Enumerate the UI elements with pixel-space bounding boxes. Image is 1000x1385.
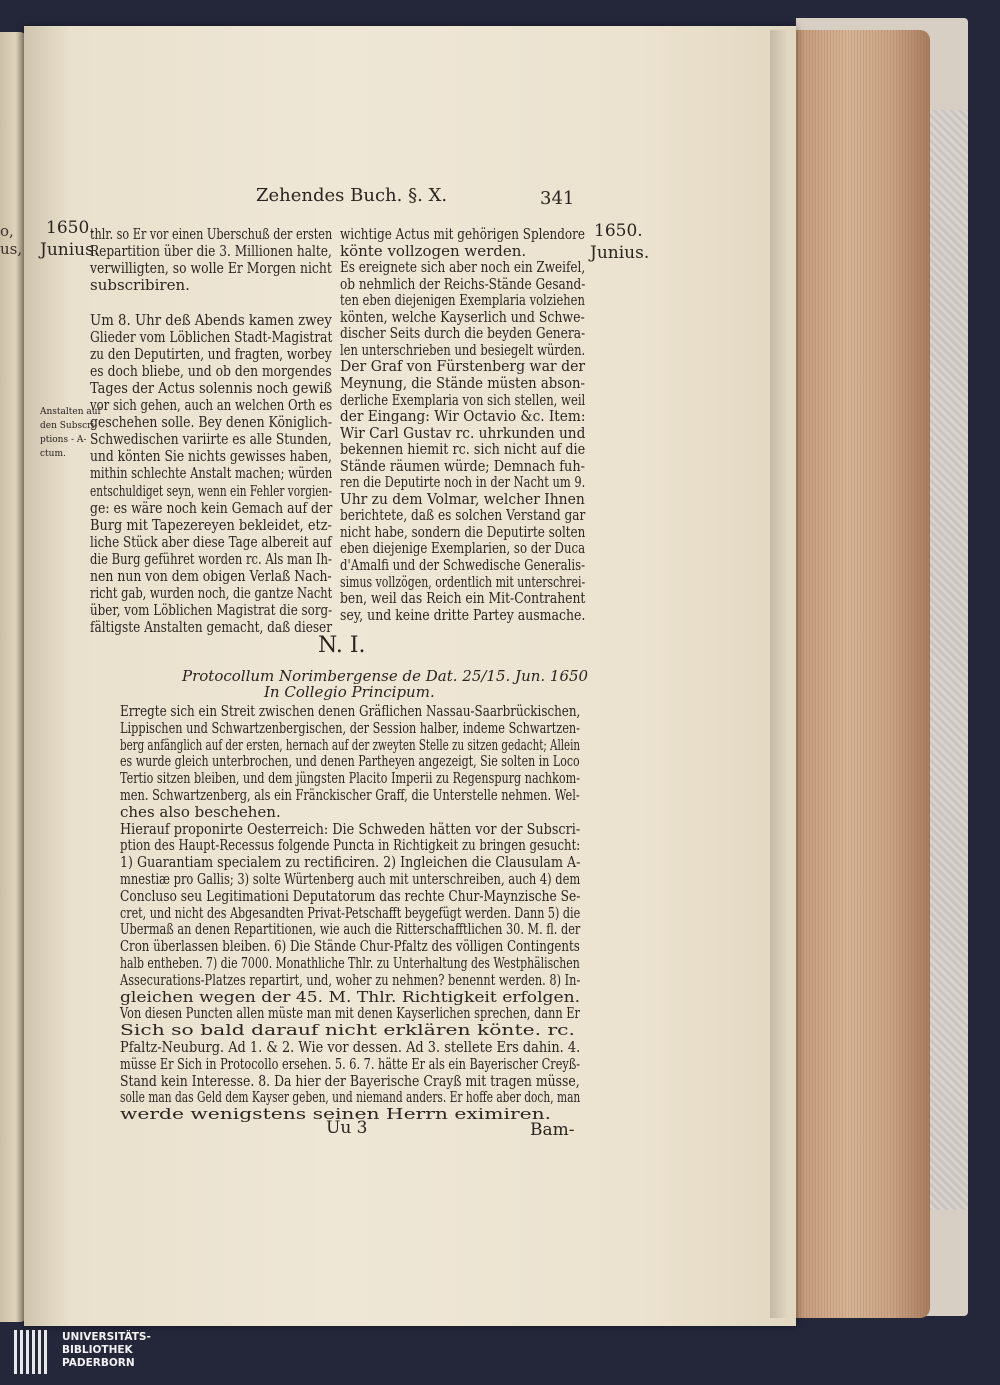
text-line: müsse Er Sich in Protocollo ersehen. 5. 6. 7. hätte Er als ein Bayerischer Creyß- [120, 1054, 581, 1073]
text-line: ption des Haupt-Recessus folgende Puncta in Richtigkeit zu bringen gesucht: [120, 836, 581, 855]
text-line: Tertio sitzen bleiben, und dem jüngsten Placito Imperii zu Regenspurg nachkom- [120, 769, 580, 788]
text-line: über, vom Löblichen Magistrat die sorg- [90, 601, 333, 620]
text-line: eben diejenige Exemplarien, so der Duca [340, 539, 586, 558]
signature-mark: Uu 3 [326, 1118, 368, 1138]
margin-note-line: ctum. [40, 449, 66, 459]
text-line: bekennen hiemit rc. sich nicht auf die [340, 440, 586, 459]
text-line: entschuldiget seyn, wenn ein Fehler vorgien- [90, 481, 333, 500]
text-line: geschehen solle. Bey denen Königlich- [90, 413, 333, 432]
text-line: es wurde gleich unterbrochen, und denen Partheyen angezeigt, Sie solten in Loco [120, 752, 580, 771]
text-line: Es ereignete sich aber noch ein Zweifel, [340, 258, 586, 277]
text-line: simus vollzögen, ordentlich mit unterschrei- [340, 572, 586, 591]
text-line: 1) Guarantiam specialem zu rectificiren. 2) Ingleichen die Clausulam A- [120, 853, 581, 872]
text-line: Stände räumen würde; Demnach fuh- [340, 456, 585, 475]
text-line: Um 8. Uhr deß Abends kamen zwey [90, 310, 332, 329]
text-line: mithin schlechte Anstalt machen; würden [90, 464, 333, 483]
margin-note-line: ptions - A- [40, 435, 87, 445]
text-line: Assecurations-Platzes repartirt, und, woher zu nehmen? benennt werden. 8) In- [120, 970, 581, 989]
catchword: Bam- [530, 1120, 575, 1140]
text-line: Repartition über die 3. Millionen halte, [90, 242, 332, 261]
library-logo-icon [14, 1330, 48, 1374]
text-line: Tages der Actus solennis noch gewiß [90, 378, 333, 397]
text-line: Wir Carl Gustav rc. uhrkunden und [340, 423, 586, 442]
text-line: zu den Deputirten, und fragten, worbey [90, 344, 332, 363]
text-line: len unterschrieben und besiegelt würden. [340, 340, 586, 359]
text-line: die Burg geführet worden rc. Als man Ih- [90, 549, 332, 568]
library-name-line: UNIVERSITÄTS- [62, 1331, 151, 1343]
text-line: ches also beschehen. [120, 802, 281, 821]
text-line: ge: es wäre noch kein Gemach auf der [90, 498, 333, 517]
text-line: richt gab, wurden noch, die gantze Nacht [90, 584, 333, 603]
text-line: berichtete, daß es solchen Verstand gar [340, 506, 586, 525]
text-line: wichtige Actus mit gehörigen Splendore [340, 225, 585, 243]
text-line: vor sich gehen, auch an welchen Orth es [90, 396, 333, 414]
text-line: und könten Sie nichts gewisses haben, [90, 447, 332, 466]
text-line: werde wenigstens seinen Herrn eximiren. [120, 1105, 552, 1124]
text-line: halb entheben. 7) die 7000. Monathliche Thlr. zu Unterhaltung des Westphälischen [120, 954, 580, 972]
text-line: könten, welche Kayserlich und Schwe- [340, 307, 585, 326]
text-line: cret, und nicht des Abgesandten Privat-Petschafft beygefügt werden. Dann 5) die [120, 903, 581, 922]
text-line: thlr. so Er vor einen Uberschuß der ersten [90, 225, 333, 243]
text-line: berg anfänglich auf der ersten, hernach auf der zweyten Stelle zu sitzen gedacht; Allein [120, 735, 581, 754]
text-line: es doch bliebe, und ob den morgendes [90, 361, 332, 380]
text-line: ren die Deputirte noch in der Nacht um 9. [340, 473, 586, 492]
text-line: sey, und keine dritte Partey ausmache. [340, 605, 586, 624]
text-line: fältigste Anstalten gemacht, daß dieser [90, 618, 333, 637]
text-line: derliche Exemplaria von sich stellen, weil [340, 390, 586, 409]
margin-month-right: Junius. [590, 243, 650, 263]
margin-note-line: den Subscri- [40, 421, 98, 431]
text-line: Concluso seu Legitimationi Deputatorum das rechte Chur-Maynzische Se- [120, 886, 581, 905]
section-title: Protocollum Norimbergense de Dat. 25/15. Jun. 1650 [182, 667, 589, 685]
text-line: men. Schwartzenberg, als ein Fränckischer Graff, die Unterstelle nehmen. Wel- [120, 786, 580, 804]
text-line: discher Seits durch die beyden Genera- [340, 324, 586, 343]
text-line: subscribiren. [90, 276, 190, 295]
margin-note-line: Anstalten auf [40, 407, 101, 417]
text-line: Schwedischen variirte es alle Stunden, [90, 430, 332, 449]
library-name-line: BIBLIOTHEK [62, 1344, 133, 1356]
page-shadow [770, 30, 788, 1318]
text-line: Burg mit Tapezereyen bekleidet, etz- [90, 515, 332, 534]
text-line: nicht habe, sondern die Deputirte solten [340, 522, 586, 541]
text-line: Lippischen und Schwartzenbergischen, der Session halber, indeme Schwartzen- [120, 718, 580, 737]
section-subtitle: In Collegio Principum. [264, 683, 435, 701]
text-line: Meynung, die Stände müsten abson- [340, 373, 585, 392]
text-line: Pfaltz-Neuburg. Ad 1. & 2. Wie vor dessen. Ad 3. stellete Ers dahin. 4. [120, 1038, 581, 1056]
text-line: ob nehmlich der Reichs-Stände Gesand- [340, 274, 586, 293]
text-line: nen nun von dem obigen Verlaß Nach- [90, 567, 332, 585]
text-line: Von diesen Puncten allen müste man mit denen Kayserlichen sprechen, dann Er [120, 1004, 580, 1023]
page-block-edge [782, 30, 930, 1318]
text-line: Der Graf von Fürstenberg war der [340, 357, 586, 376]
text-line: gleichen wegen der 45. M. Thlr. Richtigkeit erfolgen. [120, 987, 580, 1006]
text-line: mnestiæ pro Gallis; 3) solte Würtenberg auch mit unterschreiben, auch 4) dem [120, 870, 581, 888]
text-line: könte vollzogen werden. [340, 241, 527, 260]
text-line: Stand kein Interesse. 8. Da hier der Bayerische Crayß mit tragen müsse, [120, 1071, 580, 1090]
section-number: N. I. [318, 633, 366, 658]
text-line: liche Stück aber diese Tage albereit auf [90, 532, 332, 551]
page-number: 341 [540, 188, 575, 209]
text-line: ten eben diejenigen Exemplaria volziehen [340, 291, 585, 310]
text-line: Sich so bald darauf nicht erklären könte. rc. [120, 1021, 575, 1040]
text-line: verwilligten, so wolle Er Morgen nicht [90, 259, 332, 278]
margin-month-left: Junius. [40, 240, 100, 260]
text-line: Erregte sich ein Streit zwischen denen Gräflichen Nassau-Saarbrückischen, [120, 702, 581, 720]
margin-year-right: 1650. [594, 221, 643, 241]
text-line: Cron überlassen bleiben. 6) Die Stände Chur-Pfaltz des völligen Contingents [120, 937, 580, 956]
library-name-line: PADERBORN [62, 1357, 135, 1369]
left-page-fragment: us, [0, 240, 23, 258]
text-line: Ubermaß an denen Repartitionen, wie auch die Ritterschafftlichen 30. M. fl. der [120, 920, 581, 939]
text-line: Uhr zu dem Volmar, welcher Ihnen [340, 489, 585, 508]
text-line: Glieder vom Löblichen Stadt-Magistrat [90, 327, 333, 346]
text-line: d'Amalfi und der Schwedische Generalis- [340, 556, 586, 574]
text-line: solle man das Geld dem Kayser geben, und niemand anders. Er hoffe aber doch, man [120, 1088, 581, 1107]
text-line: der Eingang: Wir Octavio &c. Item: [340, 407, 586, 426]
text-line: Hierauf proponirte Oesterreich: Die Schweden hätten vor der Subscri- [120, 819, 581, 838]
text-line: ben, weil das Reich ein Mit-Contrahent [340, 589, 586, 608]
left-page-fragment: o, [0, 222, 14, 240]
library-name [62, 1331, 182, 1370]
running-title: Zehendes Buch. §. X. [256, 185, 448, 206]
margin-year-left: 1650. [46, 218, 95, 238]
